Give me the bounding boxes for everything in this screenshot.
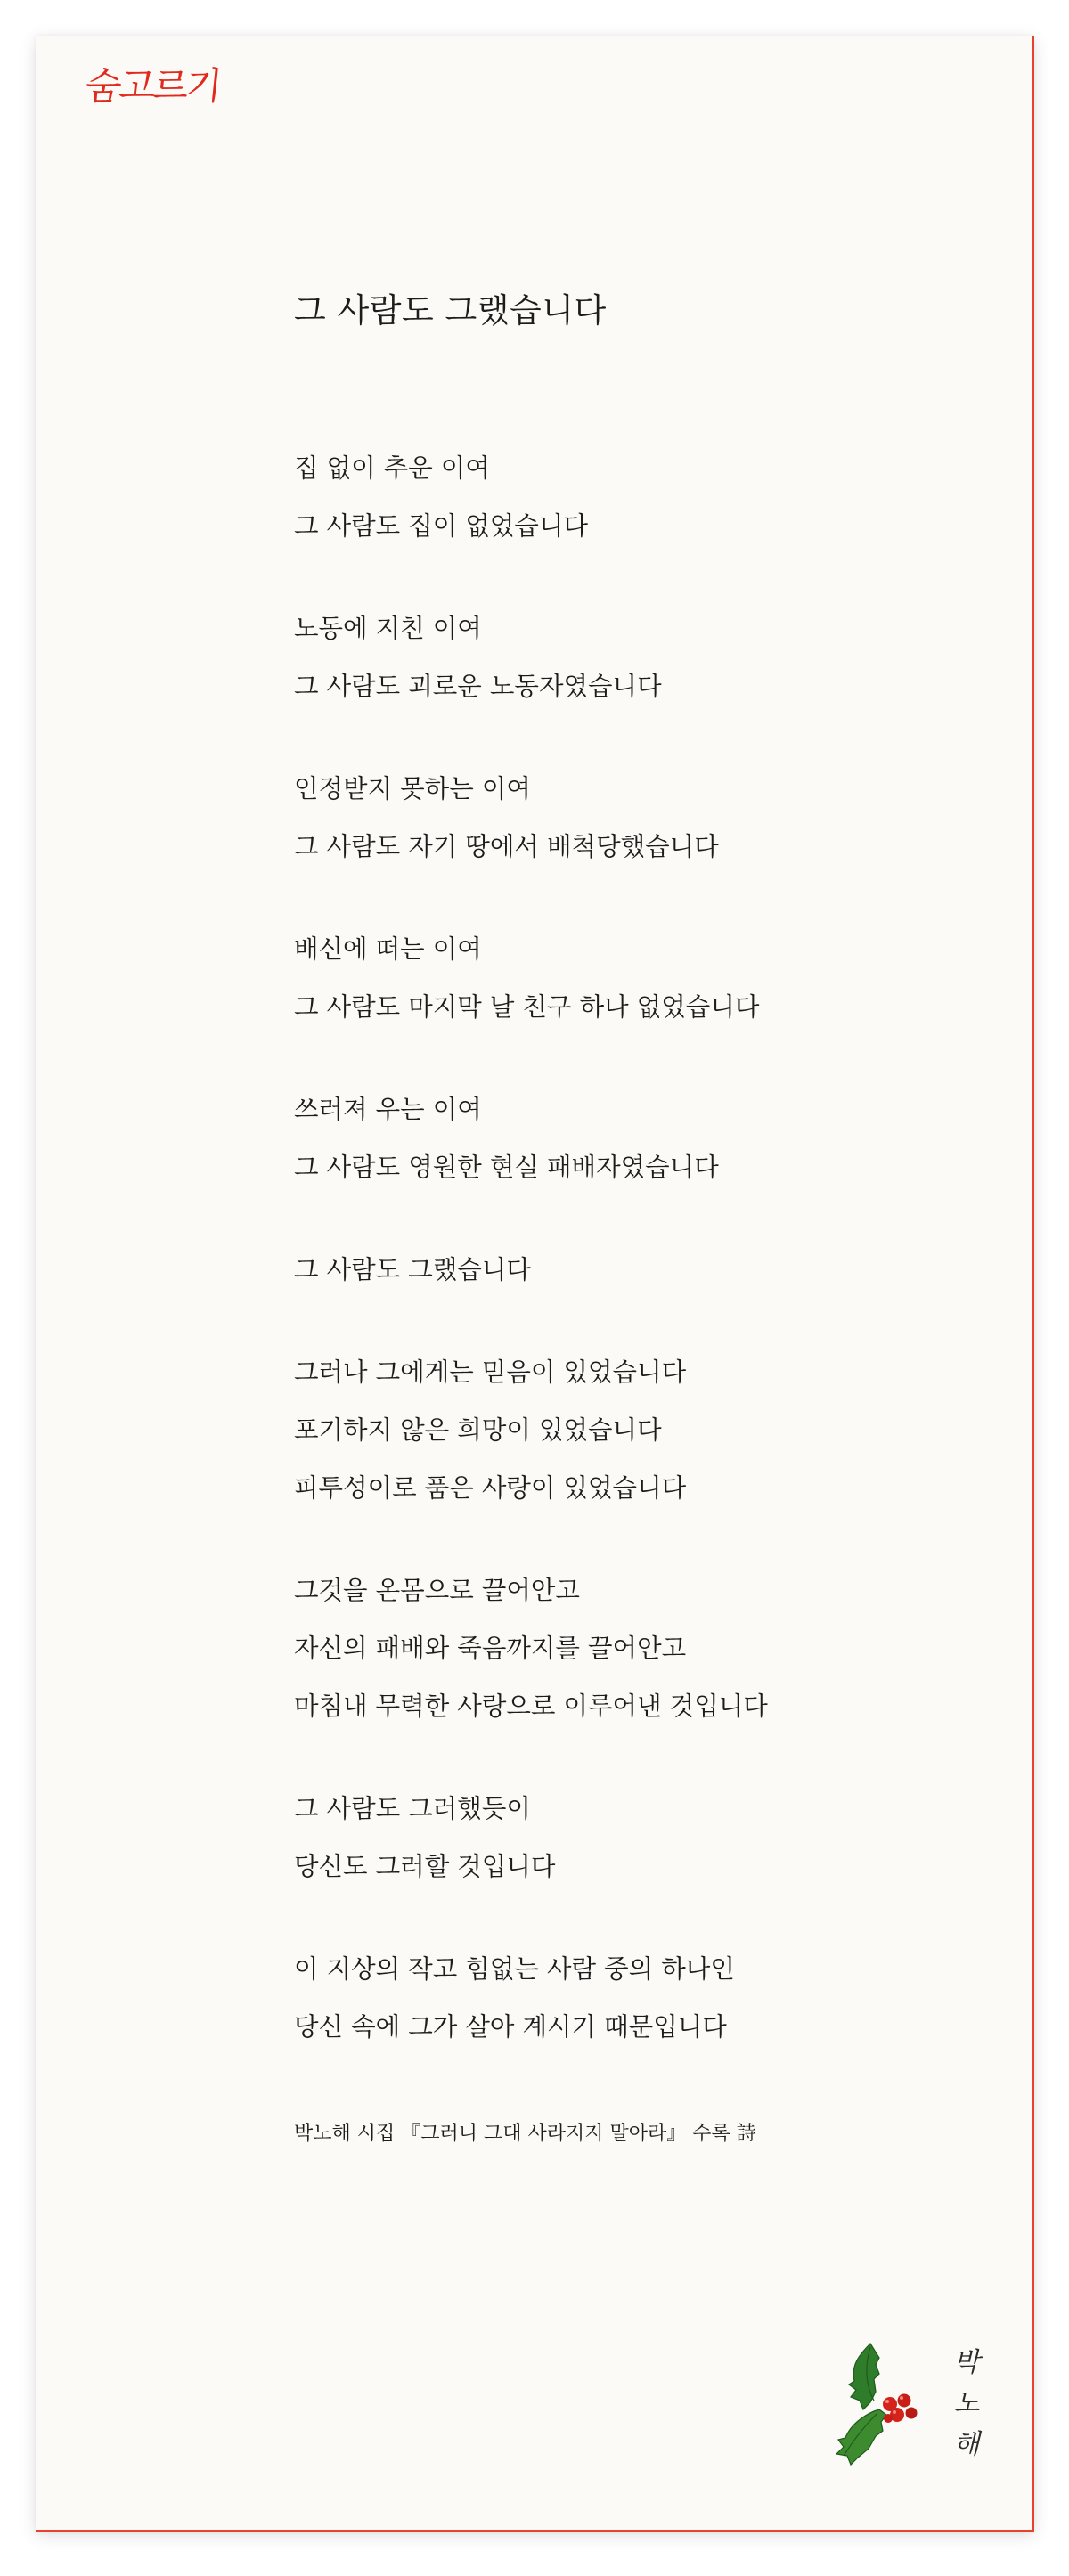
holly-leaf-icon (849, 2344, 879, 2409)
poem-source: 박노해 시집 『그러니 그대 사라지지 말아라』 수록 詩 (294, 2123, 756, 2145)
poem-line: 자신의 패배와 죽음까지를 끌어안고 (294, 1634, 687, 1663)
poem-stanza (294, 1343, 935, 1517)
poem-stanza (294, 1561, 935, 1735)
poem-line: 그 사람도 괴로운 노동자였습니다 (294, 672, 662, 701)
poem-stanza (294, 599, 935, 715)
signature-char: 해 (953, 2429, 980, 2460)
author-signature (940, 2343, 993, 2466)
poem-line: 그 사람도 마지막 날 친구 하나 없었습니다 (294, 992, 760, 1022)
poem-line: 그 사람도 자기 땅에서 배척당했습니다 (294, 832, 719, 861)
poem-line: 그러나 그에게는 믿음이 있었습니다 (294, 1357, 687, 1387)
poem-body (294, 439, 935, 2056)
poem-stanza (294, 760, 935, 876)
poem-line: 노동에 지친 이여 (294, 614, 482, 643)
poem-stanza (294, 1940, 935, 2056)
poem-card (36, 36, 1034, 2532)
poem-line: 마침내 무력한 사랑으로 이루어낸 것입니다 (294, 1692, 768, 1721)
poem-stanza (294, 920, 935, 1036)
poem-stanza (294, 1780, 935, 1895)
poem-stanza (294, 439, 935, 555)
poem-line: 집 없이 추운 이여 (294, 453, 490, 483)
signature-char: 노 (953, 2388, 980, 2419)
poem-line: 그 사람도 그러했듯이 (294, 1794, 531, 1823)
brand-logo[interactable]: 숨고르기 (83, 64, 222, 108)
holly-leaf-icon (836, 2409, 886, 2465)
poem-title: 그 사람도 그랬습니다 (294, 291, 607, 330)
poem-stanza (294, 1080, 935, 1196)
holly-berry-icon (906, 2408, 918, 2419)
holly-icon (824, 2338, 931, 2472)
poem-line: 그것을 온몸으로 끌어안고 (294, 1576, 580, 1605)
poem-line: 당신 속에 그가 살아 계시기 때문입니다 (294, 2012, 727, 2042)
poem-line: 그 사람도 그랬습니다 (294, 1255, 531, 1284)
poem-line: 배신에 떠는 이여 (294, 934, 482, 964)
poem-line: 이 지상의 작고 힘없는 사람 중의 하나인 (294, 1954, 735, 1984)
poem-line: 포기하지 않은 희망이 있었습니다 (294, 1415, 662, 1445)
holly-berry-icon (898, 2394, 911, 2408)
poem-line: 쓰러져 우는 이여 (294, 1095, 482, 1124)
signature-char: 박 (953, 2347, 980, 2378)
poem-stanza (294, 1241, 935, 1299)
poem-content (294, 289, 935, 2148)
poem-line: 그 사람도 집이 없었습니다 (294, 511, 589, 541)
poem-line: 인정받지 못하는 이여 (294, 774, 531, 803)
holly-berry-icon (884, 2414, 893, 2423)
poem-line: 그 사람도 영원한 현실 패배자였습니다 (294, 1153, 719, 1182)
poem-line: 피투성이로 품은 사랑이 있었습니다 (294, 1473, 687, 1503)
poem-line: 당신도 그러할 것입니다 (294, 1852, 556, 1881)
